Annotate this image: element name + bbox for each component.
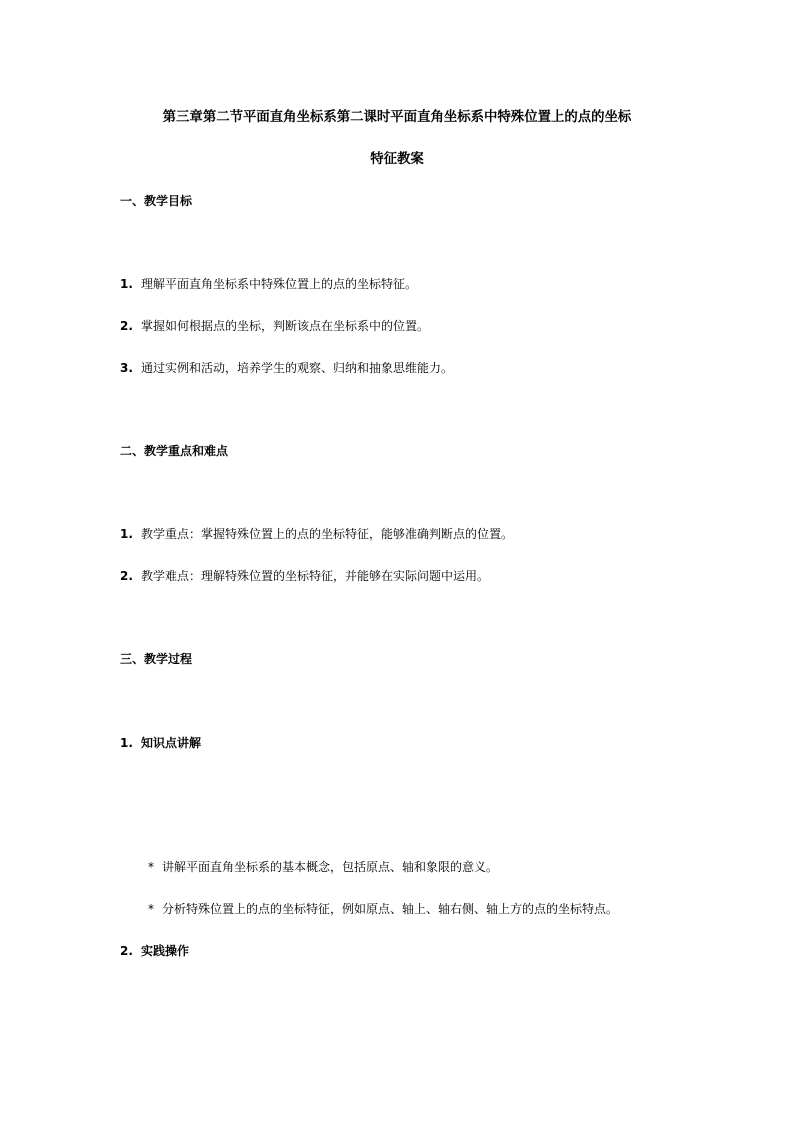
process-bullet-2 xyxy=(148,901,618,917)
process-subsection-title: 知识点讲解 xyxy=(141,736,202,750)
key-point-item-2 xyxy=(120,568,489,584)
section-heading-goals: 一、教学目标 xyxy=(120,194,193,208)
process-subsection-number: 2. xyxy=(120,944,133,958)
goal-item-number: 3. xyxy=(120,361,133,375)
bullet-marker: * xyxy=(148,902,154,916)
goal-item-3 xyxy=(120,360,453,376)
section-heading-process: 三、教学过程 xyxy=(120,652,193,666)
key-point-text: 教学难点：理解特殊位置的坐标特征，并能够在实际问题中运用。 xyxy=(141,569,490,583)
process-subsection-1 xyxy=(120,735,201,751)
key-point-number: 2. xyxy=(120,569,133,583)
goal-item-number: 1. xyxy=(120,277,133,291)
goal-item-text: 通过实例和活动，培养学生的观察、归纳和抽象思维能力。 xyxy=(141,361,454,375)
document-title-line-1: 第三章第二节平面直角坐标系第二课时平面直角坐标系中特殊位置上的点的坐标 xyxy=(162,110,632,125)
goal-item-text: 理解平面直角坐标系中特殊位置上的点的坐标特征。 xyxy=(141,277,418,291)
goal-item-2 xyxy=(120,318,429,334)
bullet-text: 分析特殊位置上的点的坐标特征，例如原点、轴上、轴右侧、轴上方的点的坐标特点。 xyxy=(162,902,619,916)
bullet-text: 讲解平面直角坐标系的基本概念，包括原点、轴和象限的意义。 xyxy=(162,860,499,874)
key-point-text: 教学重点：掌握特殊位置上的点的坐标特征，能够准确判断点的位置。 xyxy=(141,527,514,541)
key-point-number: 1. xyxy=(120,527,133,541)
process-subsection-title: 实践操作 xyxy=(141,944,190,958)
goal-item-number: 2. xyxy=(120,319,133,333)
goal-item-1 xyxy=(120,276,417,292)
bullet-marker: * xyxy=(148,860,154,874)
key-point-item-1 xyxy=(120,526,513,542)
document-title-line-2: 特征教案 xyxy=(370,152,424,167)
process-subsection-2 xyxy=(120,943,189,959)
goal-item-text: 掌握如何根据点的坐标，判断该点在坐标系中的位置。 xyxy=(141,319,430,333)
section-heading-key-points: 二、教学重点和难点 xyxy=(120,444,229,458)
process-bullet-1 xyxy=(148,859,498,875)
process-subsection-number: 1. xyxy=(120,736,133,750)
